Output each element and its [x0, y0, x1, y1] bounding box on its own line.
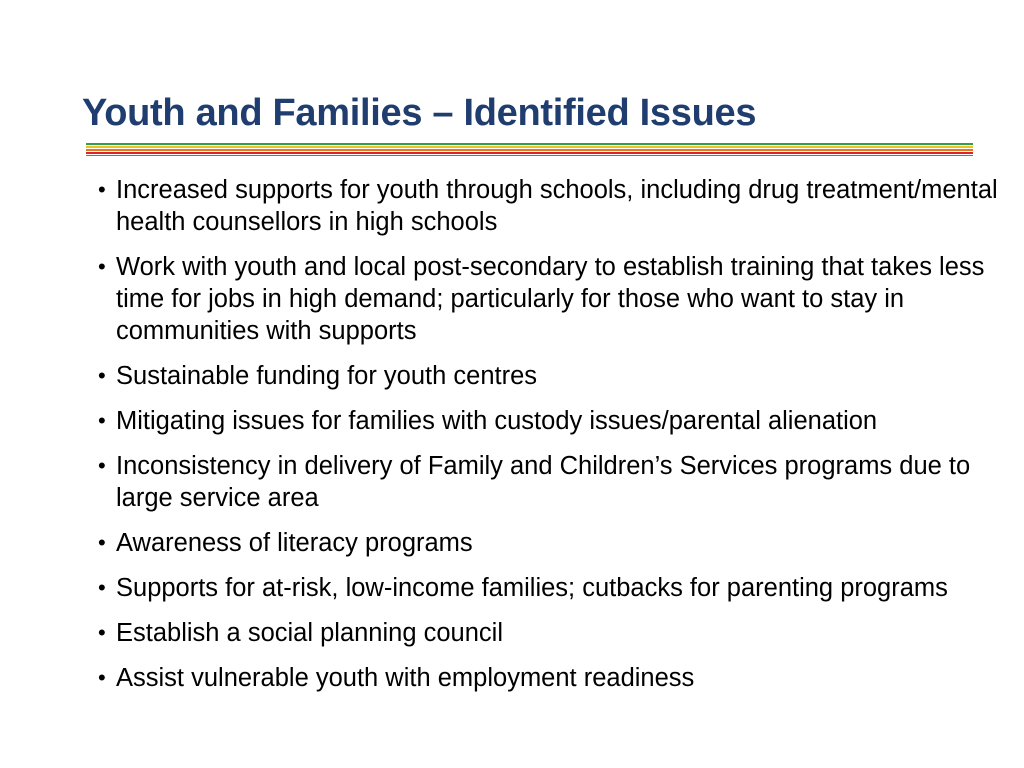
bullet-list	[98, 174, 1008, 707]
bullet-item	[98, 450, 1008, 514]
title-rule-line	[86, 149, 973, 151]
title-rule-line	[86, 146, 973, 148]
bullet-text: Sustainable funding for youth centres	[116, 362, 538, 390]
title-rule-line	[86, 155, 973, 156]
bullet-dot-icon: •	[98, 177, 106, 202]
bullet-item	[98, 251, 1008, 347]
bullet-item	[98, 617, 1008, 649]
bullet-item	[98, 527, 1008, 559]
bullet-text: Assist vulnerable youth with employment readiness	[116, 664, 695, 692]
title-rule-line	[86, 152, 973, 154]
bullet-text: Inconsistency in delivery of Family and Children’s Services programs due to large service area	[116, 452, 971, 512]
bullet-text: Establish a social planning council	[116, 619, 503, 647]
bullet-dot-icon: •	[98, 575, 106, 600]
bullet-dot-icon: •	[98, 530, 106, 555]
bullet-item	[98, 360, 1008, 392]
bullet-dot-icon: •	[98, 254, 106, 279]
bullet-item	[98, 572, 1008, 604]
bullet-text: Work with youth and local post-secondary to establish training that takes less time for jobs in high demand; particularly for those who want to stay in communities with supports	[116, 253, 985, 345]
bullet-text: Awareness of literacy programs	[116, 529, 473, 557]
bullet-text: Increased supports for youth through schools, including drug treatment/mental health counsellors in high schools	[116, 176, 998, 236]
bullet-item	[98, 405, 1008, 437]
title-rule-line	[86, 143, 973, 145]
bullet-dot-icon: •	[98, 408, 106, 433]
bullet-item	[98, 662, 1008, 694]
bullet-item	[98, 174, 1008, 238]
bullet-text: Supports for at-risk, low-income families; cutbacks for parenting programs	[116, 574, 948, 602]
bullet-dot-icon: •	[98, 665, 106, 690]
bullet-dot-icon: •	[98, 620, 106, 645]
slide-title: Youth and Families – Identified Issues	[82, 92, 757, 134]
bullet-dot-icon: •	[98, 453, 106, 478]
bullet-text: Mitigating issues for families with custody issues/parental alienation	[116, 407, 878, 435]
bullet-dot-icon: •	[98, 363, 106, 388]
